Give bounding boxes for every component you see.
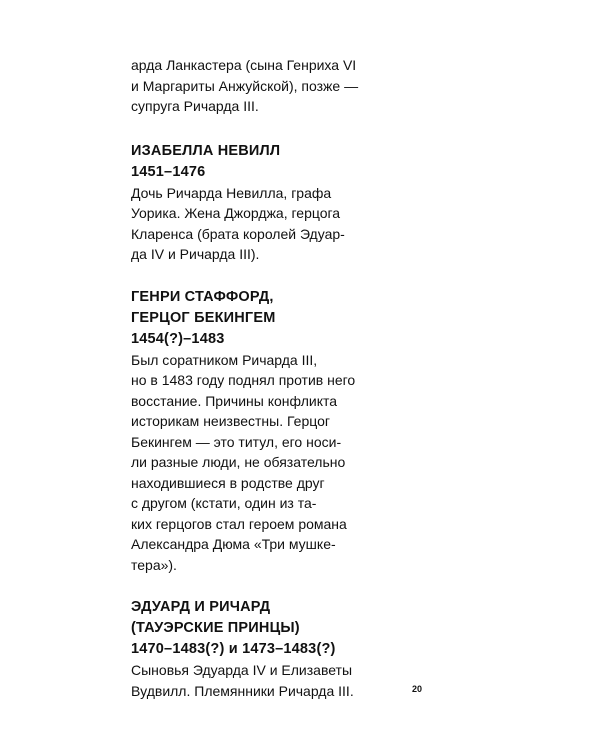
entry-text <box>131 350 401 576</box>
entry-henry-stafford <box>131 287 401 576</box>
page-number: 20 <box>412 684 423 694</box>
text-line: Уорика. Жена Джорджа, герцога <box>131 205 341 221</box>
text-line: но в 1483 году поднял против него <box>131 372 356 388</box>
text-line: Александра Дюма «Три мушке- <box>131 536 336 552</box>
text-line: арда Ланкастера (сына Генриха VI <box>131 57 357 73</box>
entry-dates: 1470–1483(?) и 1473–1483(?) <box>131 641 336 657</box>
entry-isabella-neville <box>131 141 401 265</box>
entry-name <box>131 287 401 329</box>
entry-text <box>131 660 401 701</box>
entry-name-line: (ТАУЭРСКИЕ ПРИНЦЫ) <box>131 620 300 636</box>
text-line: супруга Ричарда III. <box>131 98 259 114</box>
entry-dates: 1454(?)–1483 <box>131 330 225 347</box>
entry-name-line: ГЕНРИ СТАФФОРД, <box>131 288 274 305</box>
text-line: с другом (кстати, один из та- <box>131 495 317 511</box>
text-line: Сыновья Эдуарда IV и Елизаветы <box>131 662 353 678</box>
entry-dates: 1451–1476 <box>131 163 206 180</box>
entry-name-line: ИЗАБЕЛЛА НЕВИЛЛ <box>131 142 281 159</box>
text-line: да IV и Ричарда III). <box>131 246 260 262</box>
text-line: историкам неизвестны. Герцог <box>131 413 330 429</box>
text-column <box>131 55 401 701</box>
text-line: восстание. Причины конфликта <box>131 392 338 409</box>
text-line: находившиеся в родстве друг <box>131 474 325 491</box>
text-line: Дочь Ричарда Невилла, графа <box>131 184 332 201</box>
entry-text <box>131 183 401 265</box>
text-line: и Маргариты Анжуйской), позже — <box>131 77 359 94</box>
entry-name-line: ЭДУАРД И РИЧАРД <box>131 599 271 615</box>
entry-name <box>131 141 401 162</box>
entry-name <box>131 597 401 639</box>
text-line: ких герцогов стал героем романа <box>131 515 347 532</box>
entry-name-line: ГЕРЦОГ БЕКИНГЕМ <box>131 309 276 326</box>
text-line: Бекингем — это титул, его носи- <box>131 433 342 450</box>
text-line: Был соратником Ричарда III, <box>131 351 318 368</box>
intro-paragraph <box>131 55 401 117</box>
text-line: Вудвилл. Племянники Ричарда III. <box>131 682 354 699</box>
text-line: Кларенса (брата королей Эдуар- <box>131 225 345 242</box>
text-line: ли разные люди, не обязательно <box>131 454 346 470</box>
entry-princes-in-the-tower <box>131 597 401 701</box>
text-line: тера»). <box>131 556 177 573</box>
